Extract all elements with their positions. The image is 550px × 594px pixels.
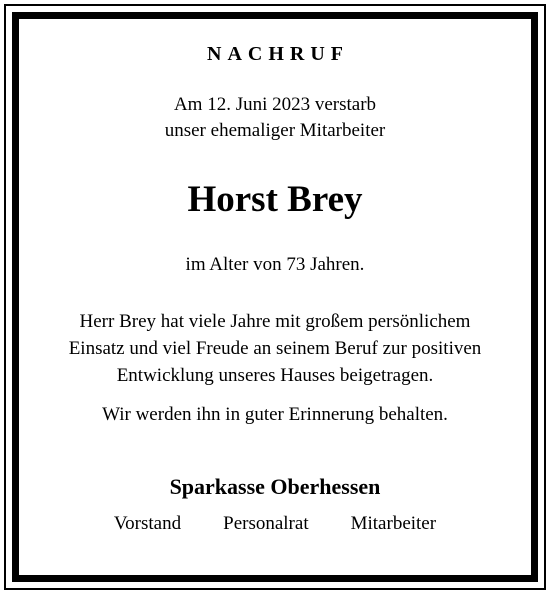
intro-text — [6, 92, 544, 144]
organization-name: Sparkasse Oberhessen — [169, 474, 381, 499]
intro-line-role: unser ehemaliger Mitarbeiter — [164, 120, 386, 141]
notice-heading: NACHRUF — [207, 43, 349, 65]
intro-line-date: Am 12. Juni 2023 verstarb — [173, 94, 377, 115]
obituary-notice — [4, 4, 546, 590]
tribute-paragraph — [6, 308, 544, 389]
tribute-line: Herr Brey hat viele Jahre mit großem persönlichem — [79, 311, 471, 332]
deceased-name: Horst Brey — [187, 179, 363, 220]
tribute-line: Entwicklung unseres Hauses beigetragen. — [116, 365, 434, 386]
signatory-employees: Mitarbeiter — [350, 513, 437, 534]
notice-content — [6, 6, 544, 588]
closing-sentence: Wir werden ihn in guter Erinnerung behalten. — [102, 404, 448, 425]
age-text: im Alter von 73 Jahren. — [185, 254, 365, 275]
tribute-line: Einsatz und viel Freude an seinem Beruf zur positiven — [68, 338, 482, 359]
signatory-staff-council: Personalrat — [223, 513, 309, 534]
signatory-board: Vorstand — [113, 513, 182, 534]
signatories-row — [6, 511, 544, 537]
